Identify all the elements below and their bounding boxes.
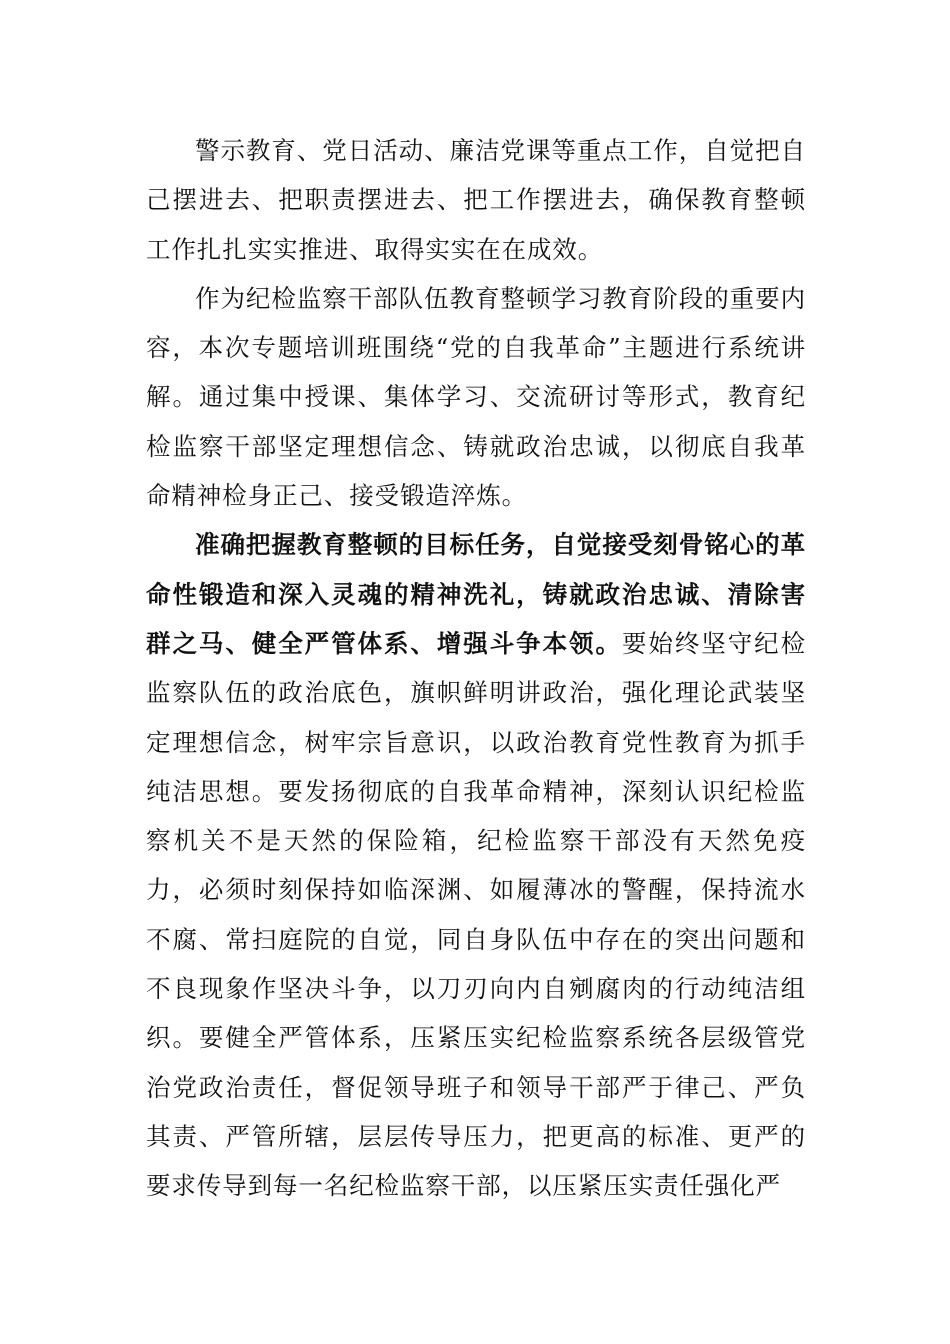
paragraph-2: 作为纪检监察干部队伍教育整顿学习教育阶段的重要内容，本次专题培训班围绕“党的自我革命”主题进行系统讲解。通过集中授课、集体学习、交流研讨等形式，教育纪检监察干部坚定理想信念、铸就政治忠诚，以彻底自我革命精神检身正己、接受锻造淬炼。 [146, 283, 806, 511]
paragraph-3-bold-lead: 准确把握教育整顿的目标任务，自觉接受刻骨铭心的革命性锻造和深入灵魂的精神洗礼，铸就政治忠诚、清除害群之马、健全严管体系、增强斗争本领。 [146, 530, 806, 658]
document-body [146, 126, 806, 1211]
paragraph-1: 警示教育、党日活动、廉洁党课等重点工作，自觉把自己摆进去、把职责摆进去、把工作摆进去，确保教育整顿工作扎扎实实推进、取得实实在在成效。 [146, 136, 806, 264]
paragraph-3-body: 要始终坚守纪检监察队伍的政治底色，旗帜鲜明讲政治，强化理论武装坚定理想信念，树牢宗旨意识，以政治教育党性教育为抓手纯洁思想。要发扬彻底的自我革命精神，深刻认识纪检监察机关不是天然的保险箱，纪检监察干部没有天然免疫力，必须时刻保持如临深渊、如履薄冰的警醒，保持流水不腐、常扫庭院的自觉，同自身队伍中存在的突出问题和不良现象作坚决斗争，以刀刃向内自剜腐肉的行动纯洁组织。要健全严管体系，压紧压实纪检监察系统各层级管党治党政治责任，督促领导班子和领导干部严于律己、严负其责、严管所辖，层层传导压力，把更高的标准、更严的要求传导到每一名纪检监察干部，以压紧压实责任强化严 [146, 628, 806, 1201]
paragraph-3 [146, 520, 806, 1210]
